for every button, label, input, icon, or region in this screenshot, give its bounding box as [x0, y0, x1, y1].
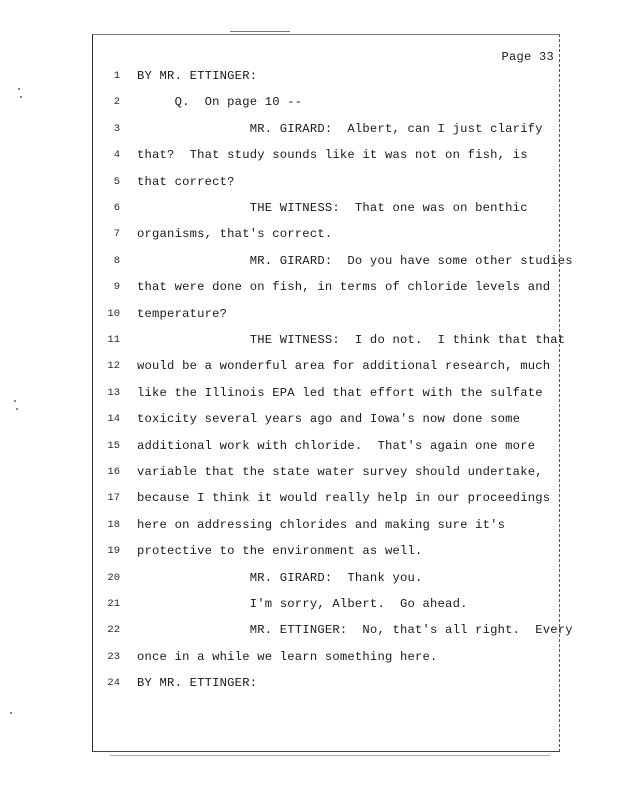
line-text: I'm sorry, Albert. Go ahead. — [137, 597, 468, 611]
transcript-line — [0, 383, 618, 403]
line-number: 18 — [107, 518, 120, 531]
line-text: toxicity several years ago and Iowa's now done some — [137, 412, 521, 427]
scan-speck — [20, 96, 22, 98]
transcript-line — [0, 673, 618, 693]
transcript-line — [0, 409, 618, 429]
scan-speck — [16, 408, 18, 410]
line-number: 11 — [107, 334, 120, 346]
line-text: MR. GIRARD: Albert, can I just clarify — [137, 121, 543, 136]
transcript-line — [0, 304, 618, 324]
line-text: here on addressing chlorides and making sure it's — [137, 517, 506, 532]
transcript-line — [0, 66, 618, 86]
page-number: Page 33 — [501, 50, 554, 64]
transcript-line — [0, 198, 618, 218]
line-number: 7 — [113, 228, 120, 241]
transcript-line — [0, 330, 618, 350]
scan-speck — [10, 712, 12, 714]
transcript-line — [0, 488, 618, 508]
scan-speck — [18, 88, 20, 90]
line-number: 22 — [107, 624, 120, 637]
transcript-line — [0, 568, 618, 588]
line-number: 19 — [107, 545, 120, 558]
line-text: that were done on fish, in terms of chloride levels and — [137, 280, 551, 295]
line-number: 10 — [107, 307, 120, 320]
transcript-line — [0, 647, 618, 667]
transcript-line — [0, 356, 618, 376]
line-number: 6 — [113, 202, 120, 214]
transcript-line — [0, 224, 618, 244]
scan-speck — [14, 400, 16, 402]
transcript-line — [0, 620, 618, 640]
line-text: because I think it would really help in our proceedings — [137, 491, 551, 506]
line-number: 2 — [113, 96, 120, 109]
line-number: 12 — [107, 360, 120, 373]
line-text: organisms, that's correct. — [137, 227, 333, 242]
line-number: 14 — [107, 413, 120, 426]
line-text: THE WITNESS: That one was on benthic — [137, 201, 528, 215]
line-number: 15 — [107, 439, 120, 452]
line-number: 24 — [107, 677, 120, 690]
line-number: 16 — [107, 466, 120, 478]
line-number: 8 — [113, 254, 120, 267]
transcript-line — [0, 277, 618, 297]
line-text: would be a wonderful area for additional research, much — [137, 359, 551, 374]
transcript-line — [0, 172, 618, 192]
line-text: MR. ETTINGER: No, that's all right. Every — [137, 623, 573, 638]
line-number: 13 — [107, 386, 120, 399]
line-number: 4 — [113, 149, 120, 162]
line-text: like the Illinois EPA led that effort with the sulfate — [137, 385, 543, 400]
line-text: additional work with chloride. That's again one more — [137, 438, 536, 453]
line-text: variable that the state water survey should undertake, — [137, 465, 543, 479]
line-text: that? That study sounds like it was not on fish, is — [137, 148, 528, 163]
transcript-line — [0, 119, 618, 139]
line-text: once in a while we learn something here. — [137, 649, 438, 664]
transcript-line — [0, 436, 618, 456]
transcript-line — [0, 515, 618, 535]
line-text: protective to the environment as well. — [137, 544, 423, 559]
scan-mark — [110, 755, 550, 756]
line-text: Q. On page 10 -- — [137, 95, 303, 110]
transcript-line — [0, 92, 618, 112]
line-text: THE WITNESS: I do not. I think that that — [137, 333, 566, 347]
transcript-line — [0, 462, 618, 482]
transcript-line — [0, 594, 618, 614]
line-number: 23 — [107, 650, 120, 663]
transcript-line — [0, 251, 618, 271]
line-text: BY MR. ETTINGER: — [137, 676, 258, 691]
line-text: MR. GIRARD: Thank you. — [137, 570, 423, 585]
line-number: 1 — [113, 70, 120, 82]
line-text: that correct? — [137, 174, 235, 189]
line-text: temperature? — [137, 306, 228, 321]
line-number: 21 — [107, 598, 120, 610]
line-number: 5 — [113, 175, 120, 188]
line-number: 17 — [107, 492, 120, 505]
scan-mark — [230, 31, 290, 32]
line-text: BY MR. ETTINGER: — [137, 69, 258, 83]
line-text: MR. GIRARD: Do you have some other studies — [137, 253, 573, 268]
line-number: 20 — [107, 571, 120, 584]
line-number: 3 — [113, 122, 120, 135]
transcript-line — [0, 541, 618, 561]
transcript-line — [0, 145, 618, 165]
line-number: 9 — [113, 281, 120, 294]
